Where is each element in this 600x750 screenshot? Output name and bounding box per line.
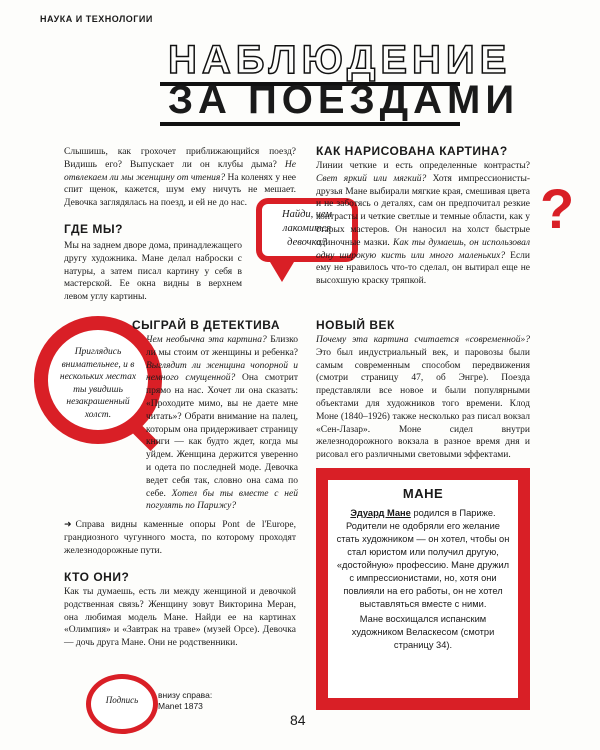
manet-name: Эдуард Мане: [350, 508, 411, 518]
speech-bubble-tail: [270, 262, 294, 282]
how-paragraph: Линии четкие и есть определенные контрасты? Свет яркий или мягкий? Хотя импрессионисты-друзья Мане выбирали мягкие края, смешивая цвета и не заботясь о деталях, сам он предпочитал резкие контрасты и четкие светлые и темные области, как у старых мастеров. Он наносил на холст быстрые одиночные мазки. Как ты думаешь, он использовал одну широкую кисть или много маленьких? Если ему не нравилось что-то сделал, он вытирал еще не высохшую краску тряпкой.: [316, 161, 531, 287]
manet-text-2: Мане восхищался испанским художником Веласкесом (смотри страницу 34).: [351, 614, 495, 650]
detective-paragraph: Чем необычна эта картина? Близко ли мы стоим от женщины и ребенка? Выглядит ли женщина чопорной и немного смущенной? Она смотрит прямо на нас. Хочет ли она сказать: «Проходите мимо, вы не даете мне читать»? Обрати внимание на палец, которым она придерживает страницу книги — как будто ждет, когда мы уйдем. Женщина держится уверенно и одета по последней моде. Девочка ведет себя так, словно она сама по себе. Хотел бы ты вместе с ней погулять по Парижу?: [146, 335, 299, 512]
section-label: НАУКА И ТЕХНОЛОГИИ: [40, 14, 153, 24]
newage-paragraph: Почему эта картина считается «современной»? Это был индустриальный век, и паровозы были самым современным способом передвижения (смотри страницу 47, об Энгре). Поезда представляли все новое и были популярными объектами для художников того времени. Клод Моне (1840–1926) также несколько раз писал вокзал «Сен-Лазар». Моне сидел внутри железнодорожного вокзала в разное время дня и рисовал его различными световыми эффектами.: [316, 335, 530, 461]
title-underline-2: [160, 122, 460, 126]
manet-box: [316, 468, 530, 710]
question-mark-icon: ?: [540, 177, 575, 240]
title-line-2: ЗА ПОЕЗДАМИ: [168, 78, 520, 122]
title-line-1: [168, 40, 511, 80]
circle-text: Приглядись внимательнее, и в нескольких местах ты увидишь незакрашенный холст.: [59, 347, 137, 420]
who-heading: КТО ОНИ?: [64, 570, 130, 584]
caption-label: Подпись: [105, 695, 139, 705]
title-text-1: НАБЛЮДЕНИЕ: [168, 38, 512, 82]
detective-heading: СЫГРАЙ В ДЕТЕКТИВА: [132, 318, 280, 332]
who-paragraph: Как ты думаешь, есть ли между женщиной и девочкой родственная связь? Женщину зовут Викторина Меран, она любимая модель Мане. Найди ее на картинах «Олимпия» и «Завтрак на траве» (музей Орсе). Девочка — дочь друга Мане. Они не родственники.: [64, 587, 296, 649]
caption-circle: [86, 674, 158, 734]
where-heading: ГДЕ МЫ?: [64, 222, 123, 236]
intro-paragraph: Слышишь, как грохочет приближающийся поезд? Видишь его? Выпускает ли он клубы дыма? Не отвлекаем ли мы женщину от чтения? На коленях у нее спит щенок, кажется, шум ему ничуть не мешает. Девочка заглядялась на поезд, и ей не до нас.: [64, 147, 297, 209]
bridge-note: ➜ Справа видны каменные опоры Pont de l'Europe, грандиозного чугунного моста, по которому проходят железнодорожные пути.: [64, 520, 296, 556]
bubble-text: Найди, чем лакомится девочка?: [281, 209, 332, 248]
newage-heading: НОВЫЙ ВЕК: [316, 318, 395, 332]
magnifier-circle: [34, 316, 162, 444]
page-number: 84: [290, 712, 306, 728]
arrow-icon: ➜: [64, 520, 72, 530]
how-heading: КАК НАРИСОВАНА КАРТИНА?: [316, 144, 508, 158]
manet-text: Эдуард Мане родился в Париже. Родители не одобряли его желание стать художником — он хотел, чтобы он стал юристом или получил другую, «достойную» профессию. Мане дружил с импрессионистами, но, хотя они повлияли на его работы, он не хотел выставляться вместе с ними.: [336, 508, 510, 609]
caption-text: внизу справа: Manet 1873: [158, 690, 213, 711]
manet-heading: МАНЕ: [402, 486, 444, 501]
where-paragraph: Мы на заднем дворе дома, принадлежащего другу художника. Мане делал наброски с натуры, а затем писал картину у себя в мастерской. Ее окна видны в верхнем левом углу картины.: [64, 241, 242, 303]
